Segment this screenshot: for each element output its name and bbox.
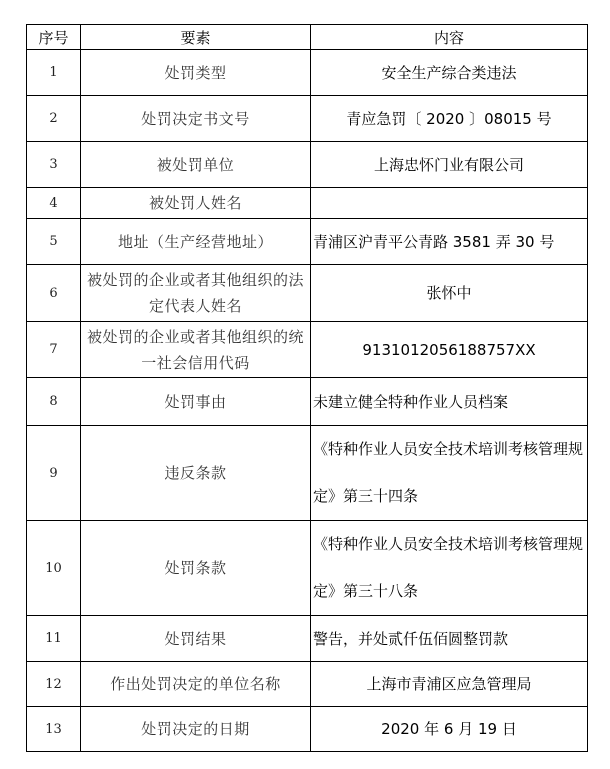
row-no: 11 [27,616,81,662]
row-element: 处罚结果 [81,616,311,662]
header-element: 要素 [81,25,311,50]
table-row [27,142,588,188]
table-row [27,188,588,219]
row-element: 作出处罚决定的单位名称 [81,662,311,707]
row-content [311,188,588,219]
row-element: 被处罚的企业或者其他组织的法定代表人姓名 [81,265,311,322]
row-content: 青浦区沪青平公青路 3581 弄 30 号 [311,219,588,265]
row-no: 12 [27,662,81,707]
row-element: 被处罚单位 [81,142,311,188]
row-content: 《特种作业人员安全技术培训考核管理规定》第三十四条 [311,426,588,521]
row-element: 处罚决定书文号 [81,96,311,142]
row-no: 6 [27,265,81,322]
header-content: 内容 [311,25,588,50]
row-no: 3 [27,142,81,188]
row-element: 地址（生产经营地址） [81,219,311,265]
row-content: 警告，并处贰仟伍佰圆整罚款 [311,616,588,662]
table-row [27,616,588,662]
row-no: 2 [27,96,81,142]
row-element: 处罚类型 [81,50,311,96]
row-content: 9131012056188757XX [311,322,588,378]
row-element: 违反条款 [81,426,311,521]
row-no: 9 [27,426,81,521]
table-row [27,707,588,752]
row-content: 安全生产综合类违法 [311,50,588,96]
row-content: 未建立健全特种作业人员档案 [311,378,588,426]
row-content: 上海忠怀门业有限公司 [311,142,588,188]
row-no: 13 [27,707,81,752]
row-content: 上海市青浦区应急管理局 [311,662,588,707]
row-no: 8 [27,378,81,426]
table-row [27,662,588,707]
row-no: 7 [27,322,81,378]
row-element: 处罚决定的日期 [81,707,311,752]
table-row [27,96,588,142]
row-content: 张怀中 [311,265,588,322]
row-content: 青应急罚〔 2020 〕08015 号 [311,96,588,142]
row-content: 《特种作业人员安全技术培训考核管理规定》第三十八条 [311,521,588,616]
row-no: 4 [27,188,81,219]
table-row [27,219,588,265]
table-header-row [27,25,588,50]
row-no: 10 [27,521,81,616]
table-row [27,50,588,96]
table-row [27,378,588,426]
row-element: 处罚事由 [81,378,311,426]
row-element: 被处罚的企业或者其他组织的统一社会信用代码 [81,322,311,378]
row-no: 5 [27,219,81,265]
table-row [27,322,588,378]
table-row [27,521,588,616]
penalty-info-table [26,24,588,752]
header-no: 序号 [27,25,81,50]
row-content: 2020 年 6 月 19 日 [311,707,588,752]
table-row [27,265,588,322]
table-row [27,426,588,521]
row-element: 被处罚人姓名 [81,188,311,219]
row-element: 处罚条款 [81,521,311,616]
row-no: 1 [27,50,81,96]
